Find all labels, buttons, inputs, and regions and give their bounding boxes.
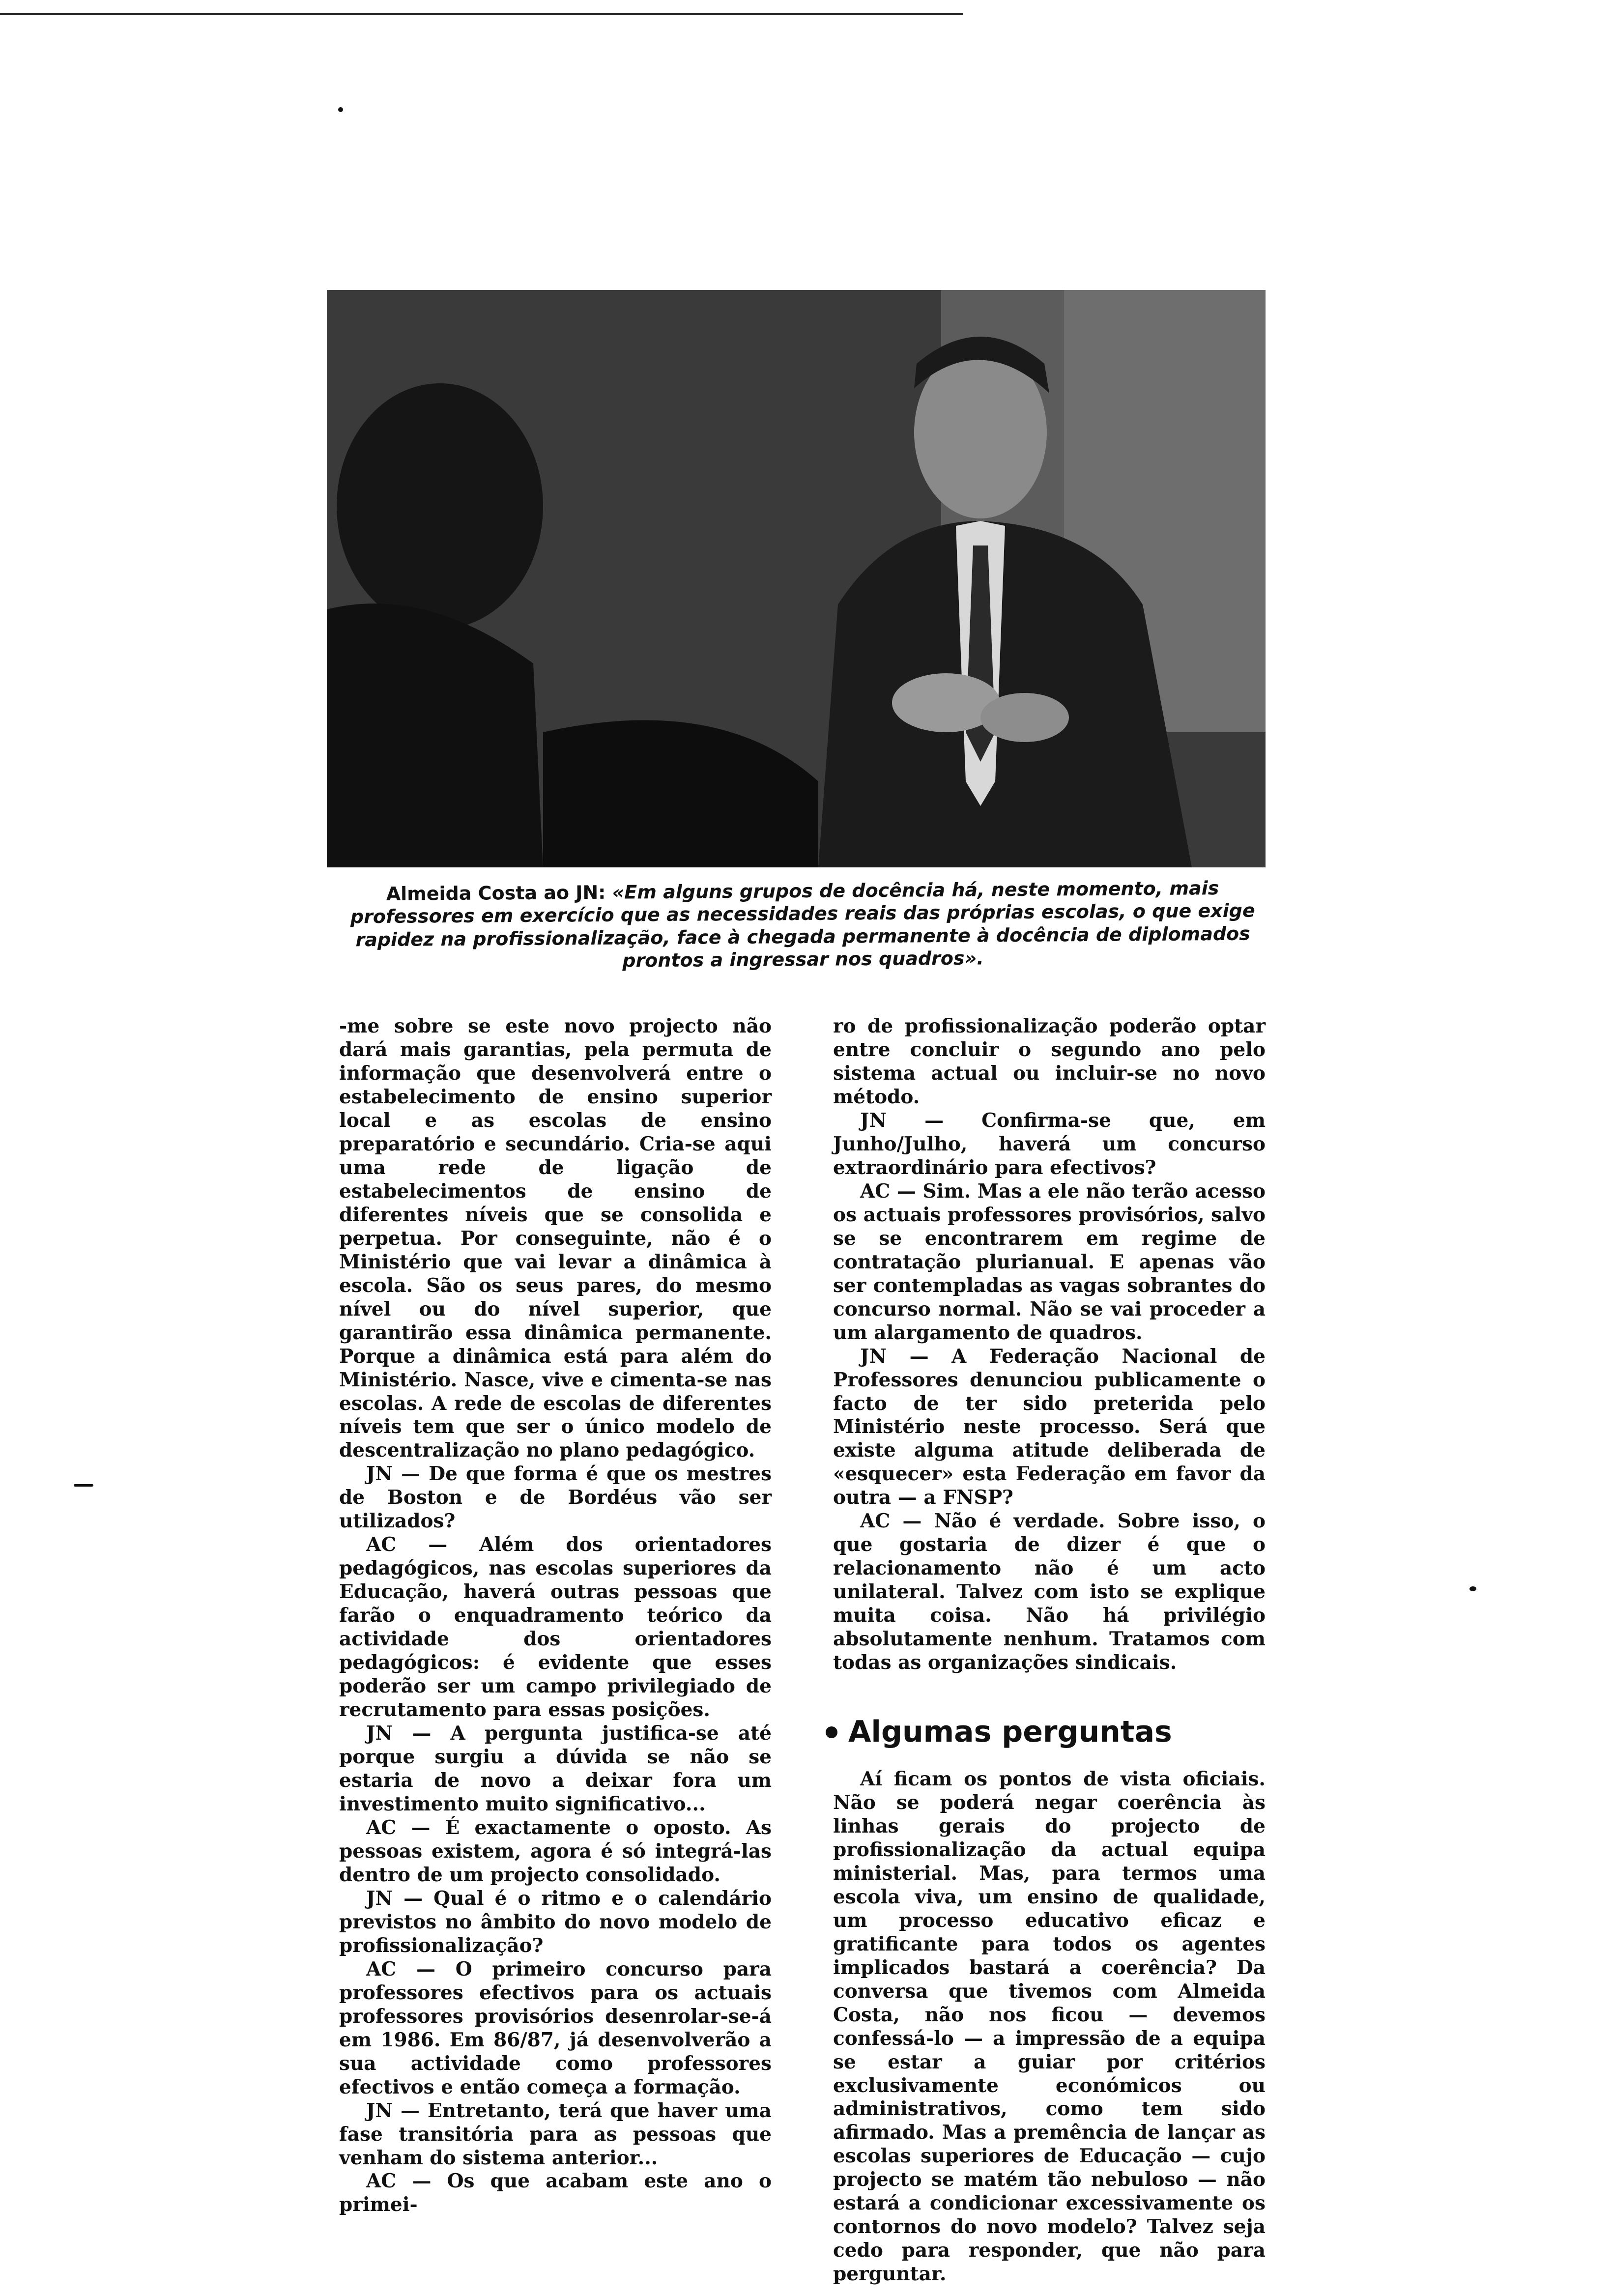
photo-interview-icon (327, 290, 1266, 867)
article-photo (327, 290, 1266, 867)
paragraph: AC — É exactamente o oposto. As pessoas existem, agora é só integrá-las dentro de um projecto consolidado. (339, 1816, 772, 1886)
paragraph: AC — Os que acabam este ano o primei- (339, 2170, 772, 2216)
caption-lead: Almeida Costa ao JN: (386, 881, 606, 905)
paragraph: JN — De que forma é que os mestres de Boston e de Bordéus vão ser utilizados? (339, 1463, 772, 1533)
bullet-icon (826, 1726, 837, 1738)
paragraph: JN — Confirma-se que, em Junho/Julho, haverá um concurso extraordinário para efectivos? (833, 1109, 1266, 1179)
paragraph: AC — Além dos orientadores pedagógicos, nas escolas superiores da Educação, haverá outras pessoas que farão o enquadramento teórico da actividade dos orientadores pedagógicos: é evidente que esses poderão ser um campo privilegiado de recrutamento para essas posições. (339, 1533, 772, 1722)
speck (1469, 1586, 1476, 1591)
article-column-left (339, 1015, 772, 2217)
paragraph: JN — A pergunta justifica-se até porque surgiu a dúvida se não se estaria de novo a deixar fora um investimento muito significativo... (339, 1722, 772, 1815)
paragraph: JN — Qual é o ritmo e o calendário previstos no âmbito do novo modelo de profissionalização? (339, 1887, 772, 1957)
paragraph: AC — O primeiro concurso para professores efectivos para os actuais professores provisórios desenrolar-se-á em 1986. Em 86/87, já desenvolverão a sua actividade como professores efectivos e então começa a formação. (339, 1957, 772, 2098)
paragraph: ro de profissionalização poderão optar entre concluir o segundo ano pelo sistema actual ou incluir-se no novo método. (833, 1015, 1266, 1108)
paragraph: JN — Entretanto, terá que haver uma fase transitória para as pessoas que venham do sistema anterior... (339, 2099, 772, 2169)
top-rule (0, 13, 963, 15)
article-column-right (833, 1015, 1266, 2286)
paragraph: AC — Não é verdade. Sobre isso, o que gostaria de dizer é que o relacionamento não é um acto unilateral. Talvez com isto se explique muita coisa. Não há privilégio absolutamente nenhum. Tratamos com todas as organizações sindicais. (833, 1510, 1266, 1674)
photo-caption (337, 876, 1268, 974)
speck (74, 1484, 93, 1487)
section-heading-text: Algumas perguntas (848, 1715, 1172, 1750)
speck (338, 107, 343, 112)
paragraph: AC — Sim. Mas a ele não terão acesso os actuais professores provisórios, salvo se se encontrarem em regime de contratação plurianual. E apenas vão ser contempladas as vagas sobrantes do concurso normal. Não se vai proceder a um alargamento de quadros. (833, 1179, 1266, 1344)
section-heading (826, 1714, 1266, 1751)
paragraph: -me sobre se este novo projecto não dará mais garantias, pela permuta de informação que desenvolverá entre o estabelecimento de ensino superior local e as escolas de ensino preparatório e secundário. Cria-se aqui uma rede de ligação de estabelecimentos de ensino de diferentes níveis que se consolida e perpetua. Por conseguinte, não é o Ministério que vai levar a dinâmica à escola. São os seus pares, do mesmo nível ou do nível superior, que garantirão essa dinâmica permanente. Porque a dinâmica está para além do Ministério. Nasce, vive e cimenta-se nas escolas. A rede de escolas de diferentes níveis tem que ser o único modelo de descentralização no plano pedagógico. (339, 1015, 772, 1462)
paragraph: JN — A Federação Nacional de Professores denunciou publicamente o facto de ter sido preterida pelo Ministério neste processo. Será que existe alguma atitude deliberada de «esquecer» esta Federação em favor da outra — a FNSP? (833, 1345, 1266, 1509)
caption-quote: «Em alguns grupos de docência há, neste momento, mais professores em exercício que as necessidades reais das próprias escolas, o que exige rapidez na profissionalização, face à chegada permanente à docência de diplomados prontos a ingressar nos quadros». (350, 877, 1255, 972)
paragraph: Aí ficam os pontos de vista oficiais. Não se poderá negar coerência às linhas gerais do projecto de profissionalização da actual equipa ministerial. Mas, para termos uma escola viva, um ensino de qualidade, um processo educativo eficaz e gratificante para todos os agentes implicados bastará a coerência? Da conversa que tivemos com Almeida Costa, não nos ficou — devemos confessá-lo — a impressão de a equipa se estar a guiar por critérios exclusivamente económicos ou administrativos, como tem sido afirmado. Mas a premência de lançar as escolas superiores de Educação — cujo projecto se matém tão nebuloso — não estará a condicionar excessivamente os contornos do novo modelo? Talvez seja cedo para responder, que não para perguntar. (833, 1767, 1266, 2286)
